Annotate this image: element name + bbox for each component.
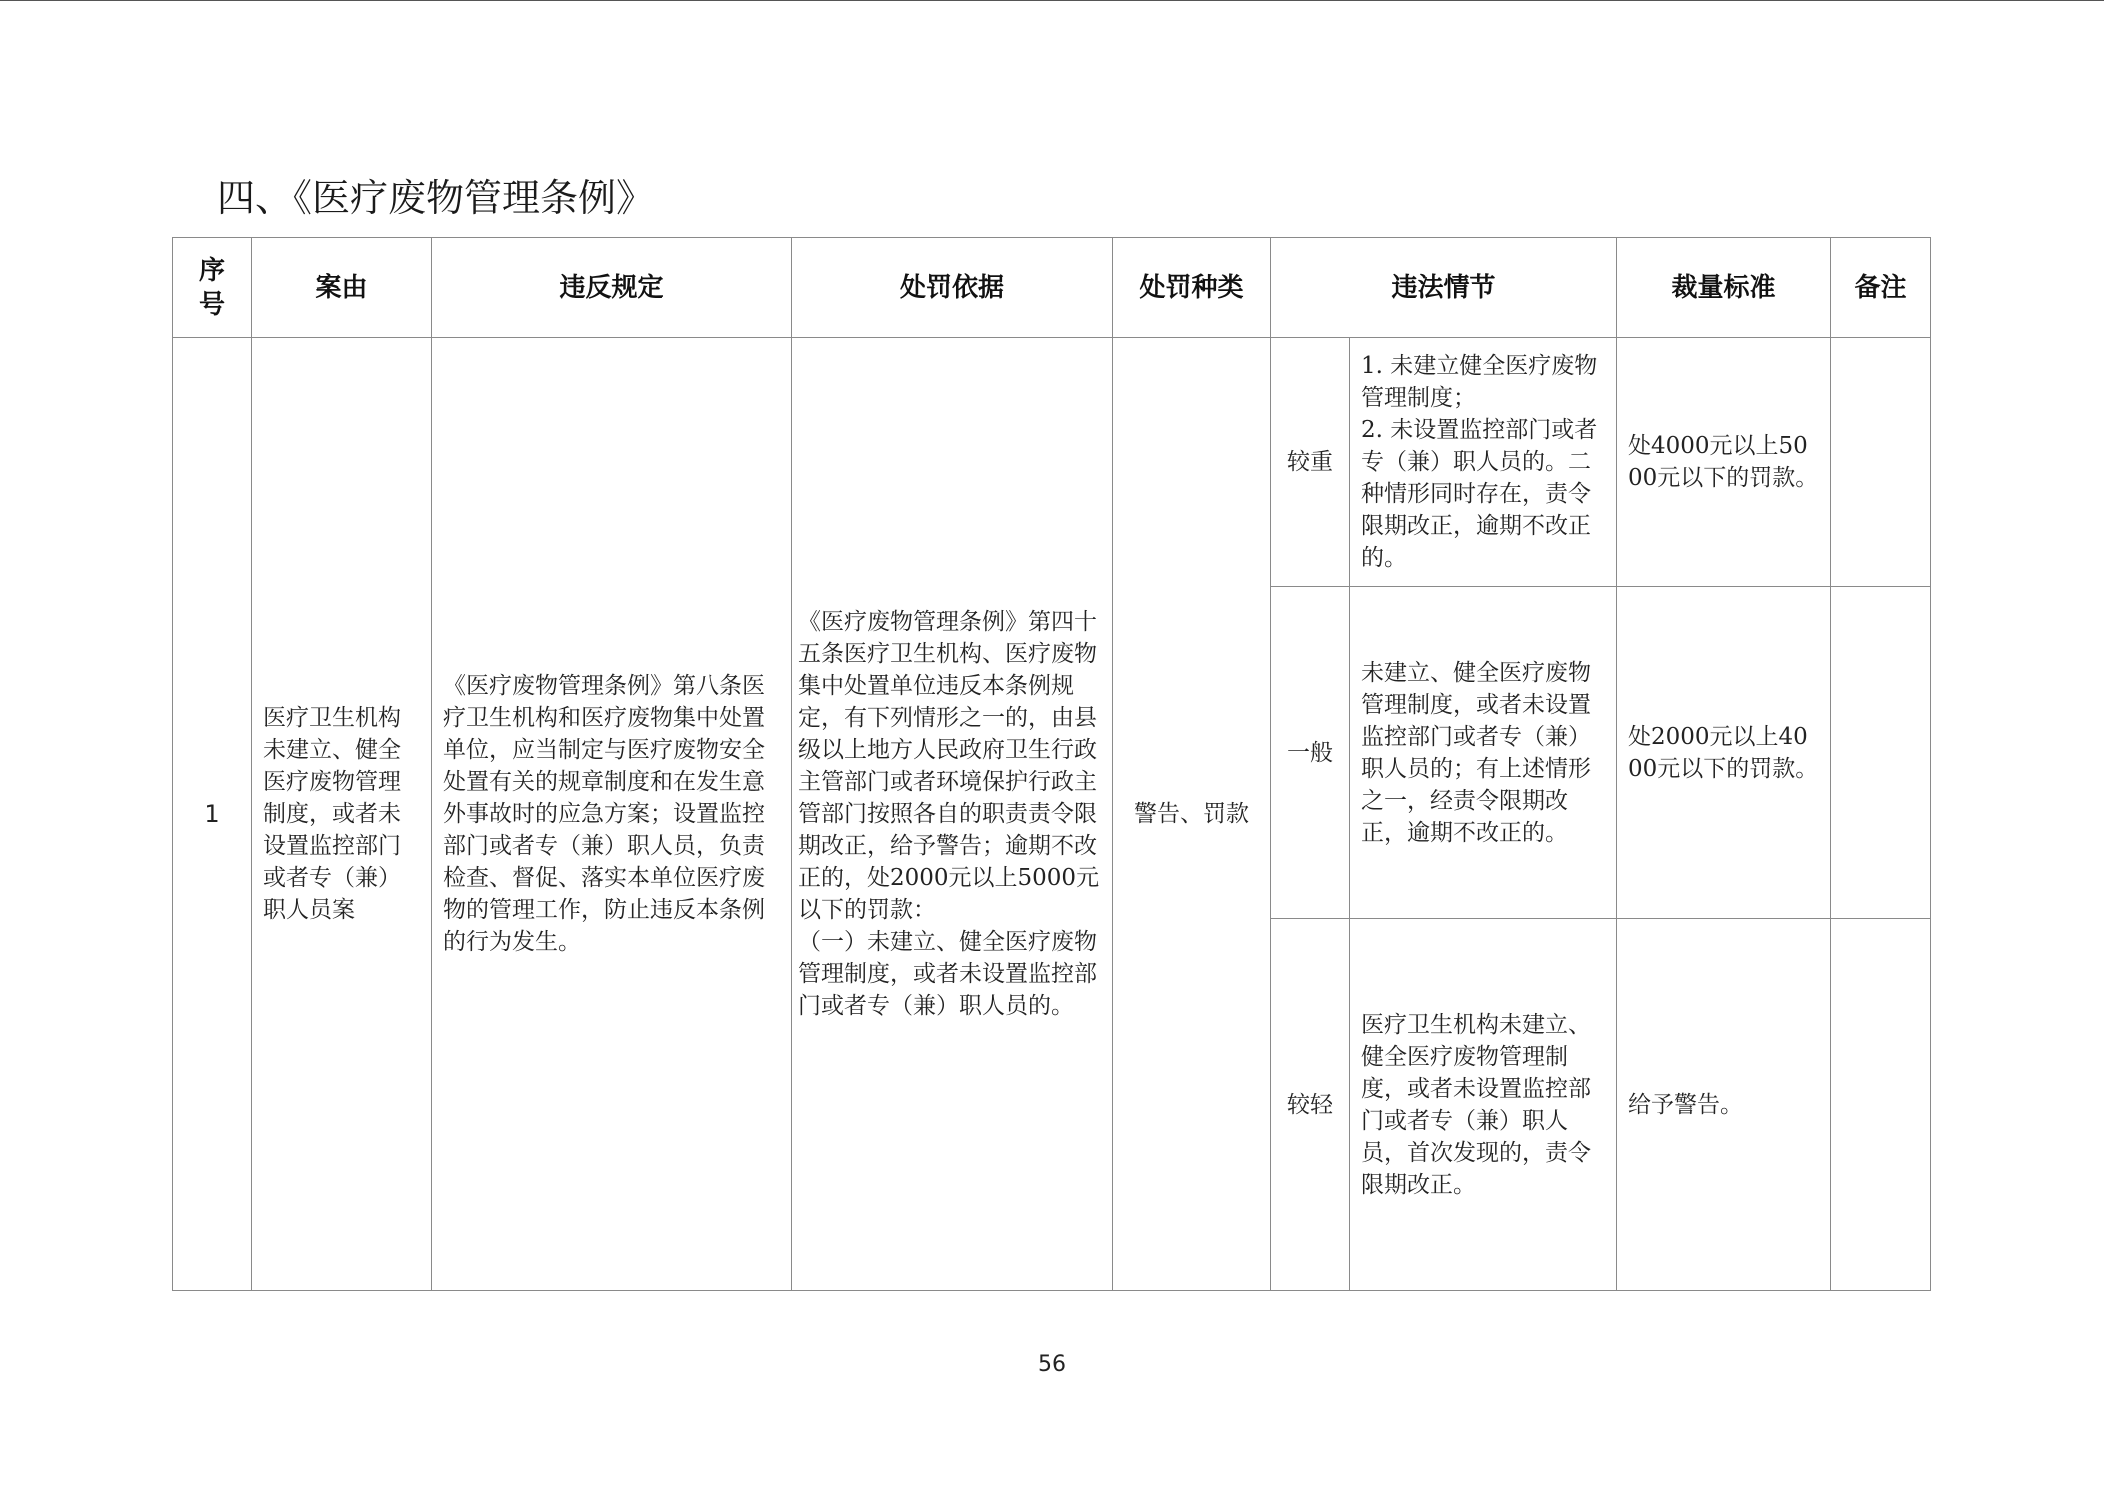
cell-penalty-basis [792,338,1113,1291]
page-top-border [0,0,2104,1]
header-penalty-basis: 处罚依据 [792,238,1113,338]
violated-provision-text: 《医疗废物管理条例》第八条医疗卫生机构和医疗废物集中处置单位，应当制定与医疗废物安全处置有关的规章制度和在发生意外事故时的应急方案；设置监控部门或者专（兼）职人员，负责检查、督促、落实本单位医疗废物的管理工作，防止违反本条例的行为发生。 [443,673,765,955]
header-case: 案由 [252,238,432,338]
seq-number: 1 [204,799,220,828]
header-discretion-standard: 裁量标准 [1617,238,1831,338]
cell-circumstance-general [1350,587,1617,919]
penalty-type-text: 警告、罚款 [1134,801,1249,827]
header-seq: 序 号 [173,238,252,338]
penalty-basis-text: 《医疗废物管理条例》第四十五条医疗卫生机构、医疗废物集中处置单位违反本条例规定，有下列情形之一的，由县级以上地方人民政府卫生行政主管部门或者环境保护行政主管部门按照各自的职责责令限期改正，给予警告；逾期不改正的，处2000元以上5000元以下的罚款： （一）未建立、健全医疗废物管理制度，或者未设置监控部门或者专（兼）职人员的。 [798,609,1100,1019]
table-row-level-severe [173,338,1931,587]
level-label: 一般 [1287,739,1333,766]
level-label: 较重 [1287,449,1333,475]
cell-seq [173,338,252,1291]
header-circumstances: 违法情节 [1271,238,1617,338]
cell-remark-minor [1831,919,1931,1291]
circumstance-text: 1. 未建立健全医疗废物管理制度； 2. 未设置监控部门或者专（兼）职人员的。二种情形同时存在，责令限期改正，逾期不改正的。 [1361,353,1598,571]
table-header-row [173,238,1931,338]
standard-text: 处2000元以上4000元以下的罚款。 [1628,723,1819,782]
circumstance-text: 医疗卫生机构未建立、健全医疗废物管理制度，或者未设置监控部门或者专（兼）职人员，首次发现的，责令限期改正。 [1361,1011,1591,1198]
penalty-discretion-table [172,237,1931,1291]
cell-remark-general [1831,587,1931,919]
level-label: 较轻 [1287,1091,1333,1118]
cell-level-general [1271,587,1350,919]
cell-standard-severe [1617,338,1831,587]
case-text: 医疗卫生机构未建立、健全医疗废物管理制度，或者未设置监控部门或者专（兼）职人员案 [263,705,401,923]
cell-level-severe [1271,338,1350,587]
cell-standard-minor [1617,919,1831,1291]
standard-text: 处4000元以上5000元以下的罚款。 [1628,433,1819,491]
cell-remark-severe [1831,338,1931,587]
header-violated-provision: 违反规定 [432,238,792,338]
header-remarks: 备注 [1831,238,1931,338]
cell-level-minor [1271,919,1350,1291]
circumstance-text: 未建立、健全医疗废物管理制度，或者未设置监控部门或者专（兼）职人员的；有上述情形之一，经责令限期改正，逾期不改正的。 [1361,659,1591,846]
cell-circumstance-severe [1350,338,1617,587]
cell-case [252,338,432,1291]
section-heading: 四、《医疗废物管理条例》 [217,176,655,220]
cell-standard-general [1617,587,1831,919]
standard-text: 给予警告。 [1628,1091,1744,1118]
header-penalty-type: 处罚种类 [1113,238,1271,338]
cell-circumstance-minor [1350,919,1617,1291]
page-number: 56 [1038,1352,1066,1377]
cell-violated-provision [432,338,792,1291]
cell-penalty-type [1113,338,1271,1291]
